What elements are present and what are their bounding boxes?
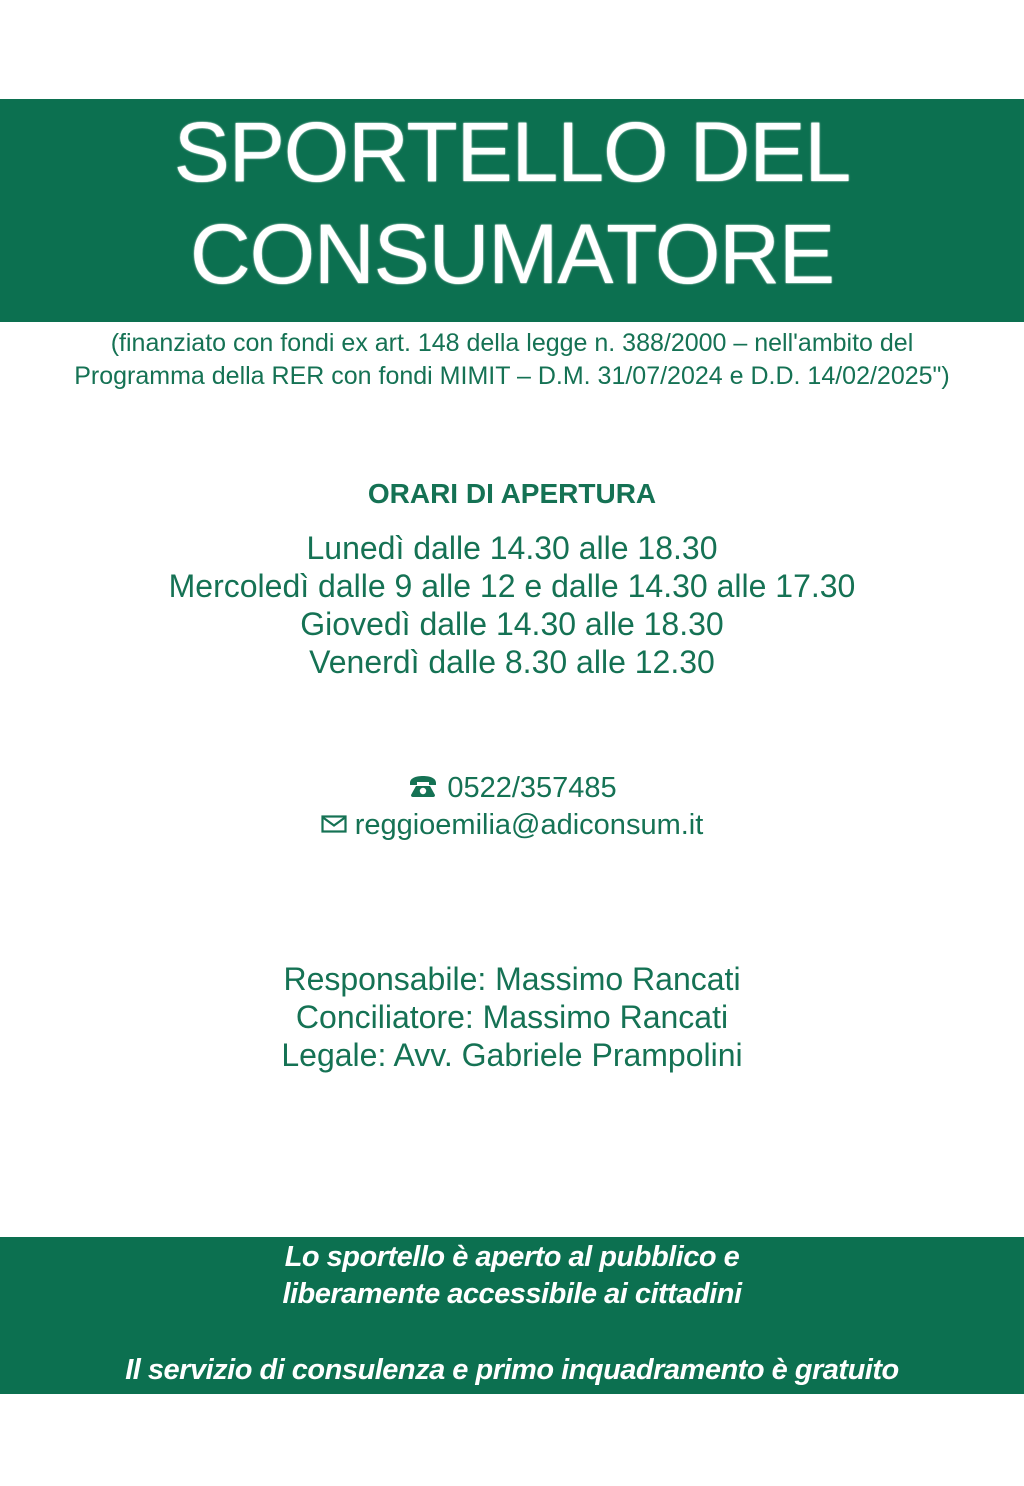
page-title-line-2: CONSUMATORE bbox=[190, 207, 834, 301]
footer-line-3: Il servizio di consulenza e primo inquadramento è gratuito bbox=[125, 1354, 899, 1386]
funding-note bbox=[0, 327, 1024, 393]
phone-row[interactable] bbox=[0, 770, 1024, 807]
opening-hours-list bbox=[0, 529, 1024, 681]
staff-lawyer: Legale: Avv. Gabriele Prampolini bbox=[281, 1037, 743, 1073]
staff-list bbox=[0, 960, 1024, 1074]
page-title-line-1: SPORTELLO DEL bbox=[173, 105, 851, 199]
funding-note-line-2: Programma della RER con fondi MIMIT – D.M. 31/07/2024 e D.D. 14/02/2025") bbox=[74, 362, 950, 390]
opening-hours-title: ORARI DI APERTURA bbox=[367, 478, 657, 509]
email-row[interactable] bbox=[0, 807, 1024, 843]
header-banner bbox=[0, 99, 1024, 322]
phone-number[interactable]: 0522/357485 bbox=[447, 772, 617, 804]
footer-line-2: liberamente accessibile ai cittadini bbox=[282, 1278, 742, 1310]
phone-icon bbox=[407, 771, 439, 807]
hours-monday: Lunedì dalle 14.30 alle 18.30 bbox=[306, 530, 718, 566]
staff-manager: Responsabile: Massimo Rancati bbox=[283, 961, 741, 997]
hours-friday: Venerdì dalle 8.30 alle 12.30 bbox=[309, 644, 715, 680]
hours-wednesday: Mercoledì dalle 9 alle 12 e dalle 14.30 alle 17.30 bbox=[168, 568, 856, 604]
staff-conciliator: Conciliatore: Massimo Rancati bbox=[295, 999, 729, 1035]
hours-thursday: Giovedì dalle 14.30 alle 18.30 bbox=[300, 606, 724, 642]
envelope-icon bbox=[321, 807, 347, 843]
email-address[interactable]: reggioemilia@adiconsum.it bbox=[354, 809, 704, 841]
footer-line-1: Lo sportello è aperto al pubblico e bbox=[284, 1241, 740, 1273]
footer-banner bbox=[0, 1237, 1024, 1394]
contacts bbox=[0, 770, 1024, 843]
funding-note-line-1: (finanziato con fondi ex art. 148 della legge n. 388/2000 – nell'ambito del bbox=[110, 329, 914, 357]
